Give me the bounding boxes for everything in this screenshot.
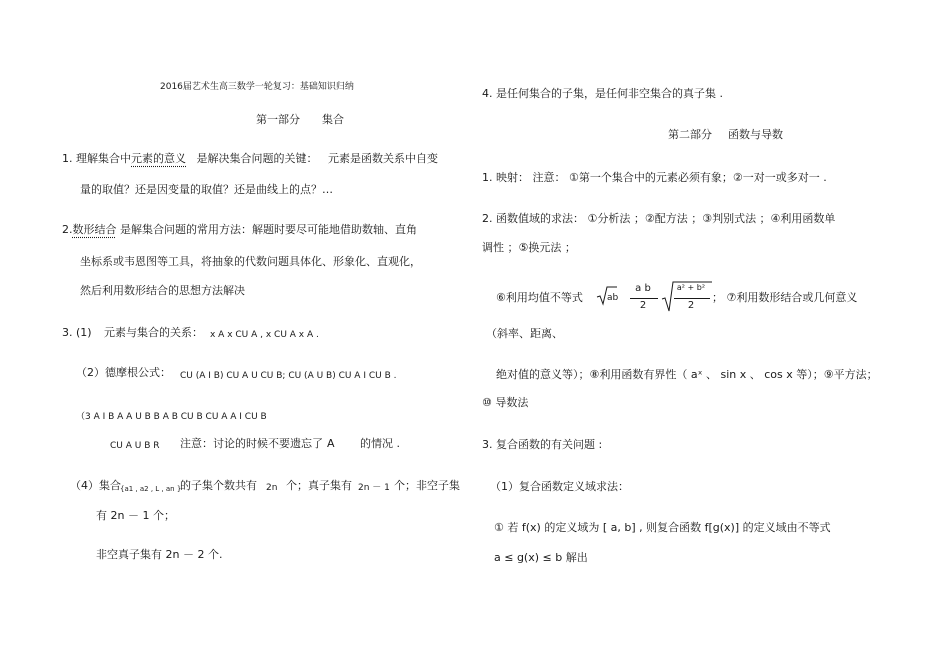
item3-3-formula: （3 A I B A A U B B A B CU B CU A A I CU B <box>76 412 267 422</box>
item2-text: 是解集合问题的常用方法：解题时要尽可能地借助数轴、直角 <box>120 223 417 236</box>
item1-keyword: 元素的意义 <box>131 152 186 165</box>
item3-1-text: 元素与集合的关系： <box>104 326 203 339</box>
item4-text-a: 的子集个数共有 <box>180 479 257 492</box>
item4-line3: 非空真子集有 2n － 2 个. <box>96 548 223 561</box>
item4-power2: 2n － 1 <box>358 483 390 493</box>
part2-name: 函数与导数 <box>728 128 783 141</box>
part2-heading: 第二部分 <box>668 128 712 141</box>
mapping-note: 1. 映射： 注意： ①第一个集合中的元素必须有象；②一对一或多对一 . <box>482 171 827 184</box>
sqrt-ab: ab <box>607 293 619 303</box>
item2-line2: 坐标系或韦恩图等工具，将抽象的代数问题具体化、形象化、直观化， <box>80 255 421 268</box>
part1-name: 集合 <box>322 113 344 126</box>
item1-tail: 元素是函数关系中自变 <box>328 152 438 165</box>
item1-line1 <box>62 152 438 166</box>
fraction-1-bar <box>630 298 658 299</box>
document-title: 2016届艺术生高三数学一轮复习：基础知识归纳 <box>160 82 354 92</box>
composite-domain-rule: ① 若 f(x) 的定义域为 [ a, b] , 则复合函数 f[g(x)] 的定义域由不等式 <box>494 521 831 534</box>
range-methods-line2: 调性 ；⑤换元法 ； <box>482 241 576 254</box>
item1-mid: 是解决集合问题的关键： <box>196 152 318 165</box>
item3-3-note: 注意：讨论的时候不要遗忘了 <box>180 437 323 450</box>
item1-prefix: 1. 理解集合中 <box>62 152 131 165</box>
item4-text-b: 个；真子集有 <box>286 479 352 492</box>
composite-domain-heading: （1）复合函数定义域求法： <box>490 480 629 493</box>
item4-line2: 有 2n － 1 个； <box>96 509 175 522</box>
item3-3-note-set: A <box>327 437 335 450</box>
item2-line1 <box>62 223 417 237</box>
item3-1-formula: x A x CU A , x CU A x A . <box>210 330 319 340</box>
item1-line2: 量的取值？还是因变量的取值？还是曲线上的点？… <box>80 183 333 196</box>
mean-inequality-label: ⑥利用均值不等式 <box>496 291 583 304</box>
fraction-2-numerator: a² + b² <box>676 283 706 292</box>
item2-keyword: 数形结合 <box>72 223 117 236</box>
item3-3-note-end: 的情况 . <box>360 437 400 450</box>
fraction-1-numerator: a b <box>635 283 651 294</box>
composite-heading: 3. 复合函数的有关问题 : <box>482 438 603 451</box>
range-methods-line4: （斜率、距离、 <box>486 327 563 340</box>
item3-2-formula: CU (A I B) CU A U CU B; CU (A U B) CU A I CU B . <box>180 371 397 381</box>
item3-1-label: 3. (1) <box>62 326 92 339</box>
part1-heading: 第一部分 <box>256 113 300 126</box>
item4-label: （4）集合 <box>70 479 121 492</box>
item3-2-label: （2）德摩根公式： <box>76 366 171 379</box>
range-methods-line1: 2. 函数值域的求法： ①分析法 ；②配方法 ；③判别式法 ；④利用函数单 <box>482 212 836 225</box>
fraction-2-denominator: 2 <box>687 300 695 311</box>
item2-line3: 然后利用数形结合的思想方法解决 <box>80 284 245 297</box>
item4-power1: 2n <box>266 483 278 493</box>
item4-set: {a1 , a2 , L , an } <box>120 485 182 493</box>
mean-inequality-tail: ； ⑦利用数形结合或几何意义 <box>712 291 858 304</box>
item4-text-c: 个；非空子集 <box>394 479 460 492</box>
derivative-method: ⑩ 导数法 <box>482 396 529 409</box>
item2-prefix: 2. <box>62 223 73 236</box>
range-methods-line5: 绝对值的意义等）；⑧利用函数有界性（ aˣ 、 sin x 、 cos x 等）；⑨平方法； <box>496 368 878 381</box>
item4-right: 4. 是任何集合的子集，是任何非空集合的真子集 . <box>482 87 723 100</box>
fraction-2-bar <box>674 298 710 299</box>
composite-domain-inequality: a ≤ g(x) ≤ b 解出 <box>494 551 588 564</box>
item3-3-formula-line2: CU A U B R <box>110 441 160 451</box>
fraction-1-denominator: 2 <box>639 300 647 311</box>
